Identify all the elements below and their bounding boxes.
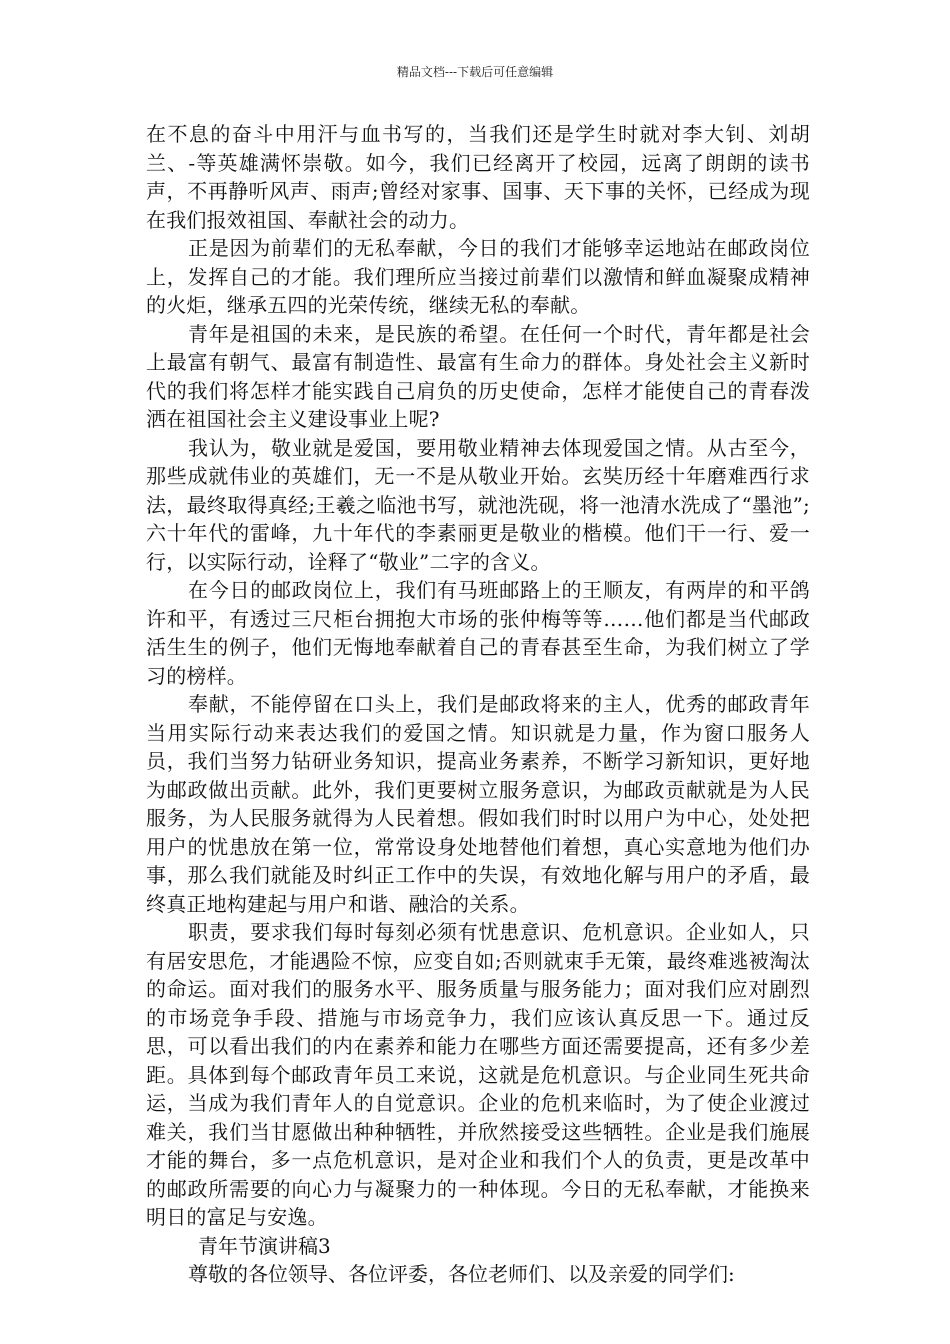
paragraph-5: 在今日的邮政岗位上，我们有马班邮路上的王顺友，有两岸的和平鸽许和平，有透过三尺柜台拥抱大市场的张仲梅等等……他们都是当代邮政活生生的例子，他们无悔地奉献着自己的青春甚至生命，为我们树立了学习的榜样。: [146, 578, 810, 688]
paragraph-2: 正是因为前辈们的无私奉献，今日的我们才能够幸运地站在邮政岗位上，发挥自己的才能。我们理所应当接过前辈们以激情和鲜血凝聚成精神的火炬，继承五四的光荣传统，继续无私的奉献。: [146, 236, 810, 317]
paragraph-4: 我认为，敬业就是爱国，要用敬业精神去体现爱国之情。从古至今，那些成就伟业的英雄们，无一不是从敬业开始。玄奘历经十年磨难西行求法，最终取得真经;王羲之临池书写，就池洗砚，将一池清水洗成了“墨池”;六十年代的雷峰，九十年代的李素丽更是敬业的楷模。他们干一行、爱一行，以实际行动，诠释了“敬业”二字的含义。: [146, 435, 810, 574]
paragraph-7: 职责，要求我们每时每刻必须有忧患意识、危机意识。企业如人，只有居安思危，才能遇险不惊，应变自如;否则就束手无策，最终难逃被淘汰的命运。面对我们的服务水平、服务质量与服务能力；面对我们应对剧烈的市场竞争手段、措施与市场竞争力，我们应该认真反思一下。通过反思，可以看出我们的内在素养和能力在哪些方面还需要提高，还有多少差距。具体到每个邮政青年员工来说，这就是危机意识。与企业同生死共命运，当成为我们青年人的自觉意识。企业的危机来临时，为了使企业渡过难关，我们当甘愿做出种种牺牲，并欣然接受这些牺牲。企业是我们施展才能的舞台，多一点危机意识，是对企业和我们个人的负责，更是改革中的邮政所需要的向心力与凝聚力的一种体现。今日的无私奉献，才能换来明日的富足与安逸。: [146, 920, 810, 1229]
section-title: 青年节演讲稿3: [198, 1233, 331, 1258]
paragraph-3: 青年是祖国的未来，是民族的希望。在任何一个时代，青年都是社会上最富有朝气、最富有制造性、最富有生命力的群体。身处社会主义新时代的我们将怎样才能实践自己肩负的历史使命，怎样才能使自己的青春泼洒在祖国社会主义建设事业上呢?: [146, 321, 810, 431]
paragraph-1: 在不息的奋斗中用汗与血书写的，当我们还是学生时就对李大钊、刘胡兰、-等英雄满怀崇敬。如今，我们已经离开了校园，远离了朗朗的读书声，不再静听风声、雨声;曾经对家事、国事、天下事的关怀，已经成为现在我们报效祖国、奉献社会的动力。: [146, 122, 810, 232]
greeting-line: 尊敬的各位领导、各位评委，各位老师们、以及亲爱的同学们:: [188, 1262, 735, 1286]
paragraph-6: 奉献，不能停留在口头上，我们是邮政将来的主人，优秀的邮政青年当用实际行动来表达我们的爱国之情。知识就是力量，作为窗口服务人员，我们当努力钻研业务知识，提高业务素养，不断学习新知识，更好地为邮政做出贡献。此外，我们更要树立服务意识，为邮政贡献就是为人民服务，为人民服务就得为人民着想。假如我们时时以用户为中心，处处把用户的忧患放在第一位，常常设身处地替他们着想，真心实意地为他们办事，那么我们就能及时纠正工作中的失误，有效地化解与用户的矛盾，最终真正地构建起与用户和谐、融洽的关系。: [146, 692, 810, 916]
page-header: 精品文档---下载后可任意编辑: [396, 65, 554, 79]
document-body: [146, 120, 810, 1289]
